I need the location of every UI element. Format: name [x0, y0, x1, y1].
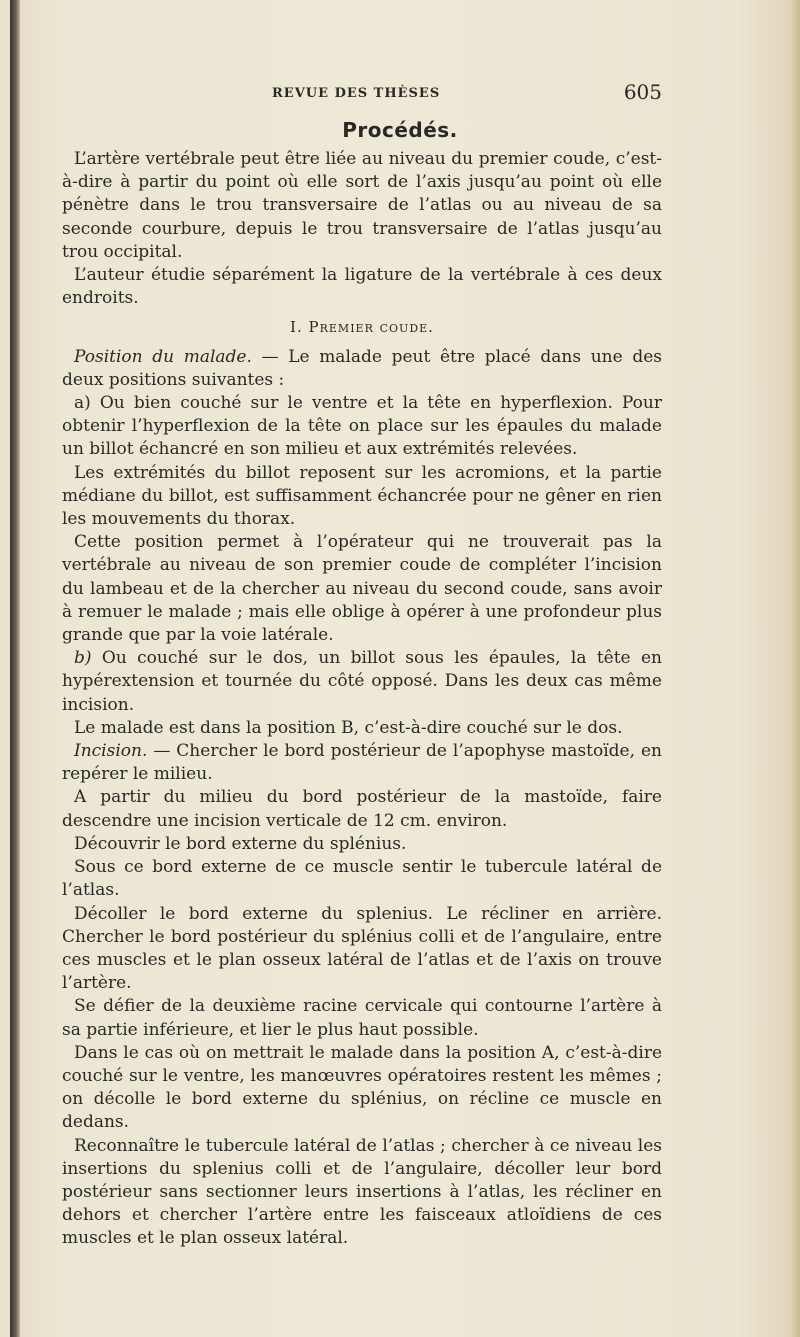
paragraph [62, 647, 662, 717]
paragraph-text: Ou bien couché sur le ventre et la tête en hyperflexion. Pour obtenir l’hyperflexion de la tête on place sur les épaules du malade un billot échancré en son milieu et aux extrémités relevées. [62, 393, 662, 460]
paragraph-text: — Chercher le bord postérieur de l’apophyse mastoïde, en repérer le milieu. [62, 741, 662, 785]
paragraph: L’artère vertébrale peut être liée au niveau du premier coude, c’est-à-dire à partir du point où elle sort de l’axis jusqu’au point où elle pénètre dans le trou transversaire de l’atlas ou au niveau de sa seconde courbure, depuis le trou transversaire de l’atlas jusqu’au trou occipital. [62, 149, 662, 262]
paragraph: Sous ce bord externe de ce muscle sentir le tubercule latéral de l’atlas. [62, 857, 662, 901]
subsection-heading [62, 316, 662, 339]
paragraph-label: Position du malade. [74, 346, 252, 367]
paragraph-text: Ou couché sur le dos, un billot sous les épaules, la tête en hypérextension et tournée du côté opposé. Dans les deux cas même incision. [62, 648, 662, 715]
page-header [62, 80, 662, 110]
paragraph: Les extrémités du billot reposent sur les acromions, et la partie médiane du billot, est suffisamment échancrée pour ne gêner en rien les mouvements du thorax. [62, 462, 662, 530]
binding-edge [10, 0, 20, 1337]
paragraph: Cette position permet à l’opérateur qui ne trouverait pas la vertébrale au niveau de son premier coude de compléter l’incision du lambeau et de la chercher au niveau du second coude, sans avoir à remuer le malade ; mais elle oblige à opérer à une profondeur plus grande que par la voie latérale. [62, 532, 662, 646]
paragraph: Se défier de la deuxième racine cervicale qui contourne l’artère à sa partie inférieure, et lier le plus haut possible. [62, 996, 662, 1040]
subsection-title: Premier coude. [308, 318, 434, 337]
section-title: Procédés. [342, 118, 458, 142]
paragraph-text: — Le malade peut être placé dans une des deux positions suivantes : [62, 346, 662, 390]
list-marker: b) [74, 648, 92, 669]
page-right-edge [790, 0, 800, 1337]
paragraph [62, 392, 662, 462]
paragraph: Le malade est dans la position B, c’est-à-dire couché sur le dos. [74, 717, 623, 738]
paragraph [62, 740, 662, 786]
paragraph: Reconnaître le tubercule latéral de l’atlas ; chercher à ce niveau les insertions du splenius colli et de l’angulaire, décoller leur bord postérieur sans sectionner leurs insertions à l’atlas, les récliner en dehors et chercher l’artère entre les faisceaux atloïdiens de ces muscles et le plan osseux latéral. [62, 1135, 662, 1249]
paragraph: L’auteur étudie séparément la ligature de la vertébrale à ces deux endroits. [62, 265, 662, 309]
paragraph-label: Incision. [74, 741, 148, 762]
paragraph: A partir du milieu du bord postérieur de la mastoïde, faire descendre une incision verticale de 12 cm. environ. [62, 787, 662, 831]
paragraph: Découvrir le bord externe du splénius. [74, 833, 407, 854]
article-body [62, 148, 662, 1251]
paragraph [62, 346, 662, 392]
page-number: 605 [623, 80, 662, 104]
paragraph: Décoller le bord externe du splenius. Le récliner en arrière. Chercher le bord postérieur du splénius colli et de l’angulaire, entre ces muscles et le plan osseux latéral de l’atlas et de l’axis on trouve l’artère. [62, 903, 662, 994]
list-marker: a) [74, 393, 91, 414]
paragraph: Dans le cas où on mettrait le malade dans la position A, c’est-à-dire couché sur le ventre, les manœuvres opératoires restent les mêmes ; on décolle le bord externe du splénius, on récline ce muscle en dedans. [62, 1042, 662, 1133]
subsection-number: I. [290, 318, 303, 337]
running-title: REVUE DES THÈSES [272, 86, 441, 101]
